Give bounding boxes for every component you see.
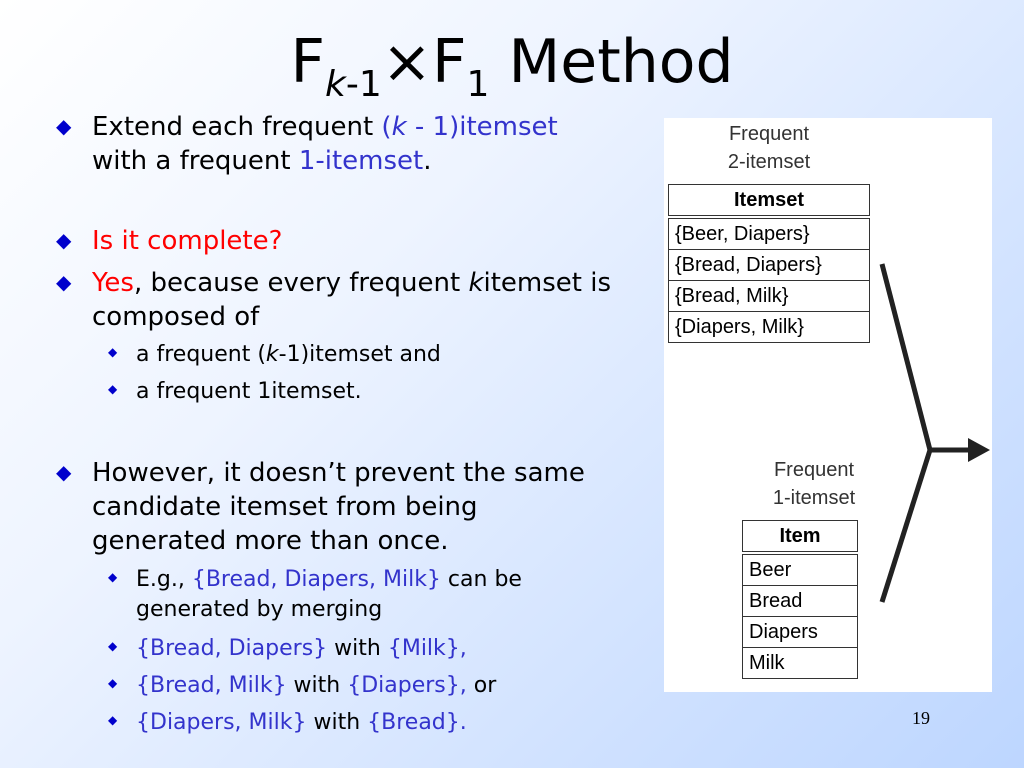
title-subscript-1: 1 (466, 64, 490, 105)
table-row: {Bread, Diapers} (669, 250, 870, 281)
diamond-bullet-icon: ◆ (56, 228, 72, 252)
sub-bullet-bread-diapers-milk: ◆ {Bread, Diapers} with {Milk}, (108, 636, 467, 661)
diamond-bullet-icon: ◆ (56, 114, 72, 138)
diamond-bullet-icon: ◆ (108, 345, 118, 359)
title-times-symbol: × (381, 27, 433, 97)
table-row: Milk (743, 648, 858, 679)
merge-line-top (882, 264, 930, 450)
title-subscript: k-1 (324, 64, 382, 105)
sub-bullet-example: ◆ E.g., {Bread, Diapers, Milk} can be generated by merging (108, 567, 522, 622)
title-f: F (290, 27, 325, 97)
diamond-bullet-icon: ◆ (108, 382, 118, 396)
bullet-extend: ◆ Extend each frequent (k - 1)itemset with a frequent 1-itemset. (56, 112, 558, 176)
table-header: Item (743, 521, 858, 554)
sub-bullet-1-itemset: ◆ a frequent 1itemset. (108, 379, 362, 404)
bullet-however: ◆ However, it doesn’t prevent the same candidate itemset from being generated more than once. (56, 458, 585, 556)
table-row: {Beer, Diapers} (669, 217, 870, 250)
sub-bullet-diapers-milk-bread: ◆ {Diapers, Milk} with {Bread}. (108, 710, 467, 735)
diamond-bullet-icon: ◆ (108, 639, 118, 653)
merge-figure (664, 118, 992, 692)
diamond-bullet-icon: ◆ (56, 460, 72, 484)
diamond-bullet-icon: ◆ (108, 676, 118, 690)
slide-title: $F_{k-1}\times F_1$ Method (290, 27, 734, 105)
figure-caption-2-itemset: Frequent 2-itemset (727, 123, 811, 173)
table-row: Bread (743, 586, 858, 617)
figure-caption-1-itemset: Frequent 1-itemset (772, 459, 856, 509)
bullet-yes: ◆ Yes, because every frequent kitemset is composed of (56, 268, 612, 332)
table-row: {Diapers, Milk} (669, 312, 870, 343)
table-row: {Bread, Milk} (669, 281, 870, 312)
sub-bullet-bread-milk-diapers: ◆ {Bread, Milk} with {Diapers}, or (108, 673, 497, 698)
arrow-head-icon (968, 438, 990, 462)
table-header: Itemset (669, 185, 870, 218)
diamond-bullet-icon: ◆ (56, 270, 72, 294)
diamond-bullet-icon: ◆ (108, 570, 118, 584)
bullet-is-complete: ◆ Is it complete? (56, 226, 283, 256)
merge-line-bottom (882, 450, 930, 602)
merge-arrow (664, 118, 992, 692)
page-number: 19 (912, 708, 930, 728)
table-row: Beer (743, 553, 858, 586)
sub-bullet-k-1-itemset: ◆ a frequent (k-1)itemset and (108, 342, 441, 367)
table-row: Diapers (743, 617, 858, 648)
diamond-bullet-icon: ◆ (108, 713, 118, 727)
title-method: Method (489, 27, 734, 97)
